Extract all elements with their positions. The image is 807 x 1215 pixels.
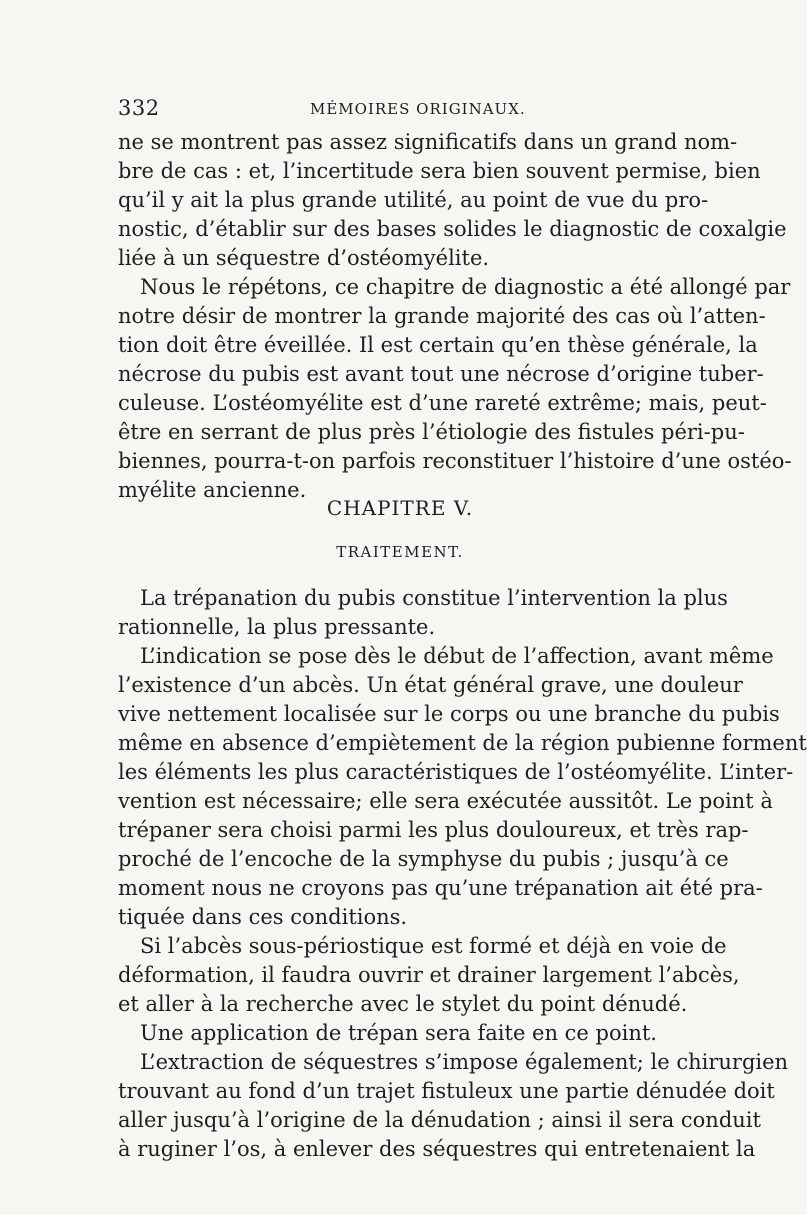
text-line: aller jusqu’à l’origine de la dénudation ; ainsi il sera conduit bbox=[118, 1108, 761, 1132]
page-number: 332 bbox=[118, 96, 160, 120]
running-title: MÉMOIRES ORIGINAUX. bbox=[310, 100, 526, 118]
text-line: biennes, pourra-t-on parfois reconstituer l’histoire d’une ostéo- bbox=[118, 449, 792, 473]
text-line: nécrose du pubis est avant tout une nécrose d’origine tuber- bbox=[118, 362, 764, 386]
text-line: myélite ancienne. bbox=[118, 478, 307, 502]
text-block-treatment bbox=[118, 584, 807, 1164]
text-block-diagnostic bbox=[118, 128, 792, 505]
text-line: rationnelle, la plus pressante. bbox=[118, 615, 436, 639]
text-line: liée à un séquestre d’ostéomyélite. bbox=[118, 246, 490, 270]
text-line: ne se montrent pas assez significatifs dans un grand nom- bbox=[118, 130, 738, 154]
chapter-title: CHAPITRE V. bbox=[326, 496, 474, 520]
text-line: tion doit être éveillée. Il est certain qu’en thèse générale, la bbox=[118, 333, 758, 357]
text-line: nostic, d’établir sur des bases solides le diagnostic de coxalgie bbox=[118, 217, 787, 241]
text-line: La trépanation du pubis constitue l’intervention la plus bbox=[140, 586, 728, 610]
text-line: culeuse. L’ostéomyélite est d’une rareté extrême; mais, peut- bbox=[118, 391, 767, 415]
text-line: trépaner sera choisi parmi les plus douloureux, et très rap- bbox=[118, 818, 749, 842]
text-line: vention est nécessaire; elle sera exécutée aussitôt. Le point à bbox=[118, 789, 773, 813]
text-line: L’extraction de séquestres s’impose également; le chirurgien bbox=[140, 1050, 789, 1074]
text-line: même en absence d’empiètement de la région pubienne forment bbox=[118, 731, 807, 755]
text-line: L’indication se pose dès le début de l’affection, avant même bbox=[140, 644, 774, 668]
text-line: Si l’abcès sous-périostique est formé et déjà en voie de bbox=[140, 934, 727, 958]
text-line: bre de cas : et, l’incertitude sera bien souvent permise, bien bbox=[118, 159, 761, 183]
text-line: moment nous ne croyons pas qu’une trépanation ait été pra- bbox=[118, 876, 763, 900]
text-line: être en serrant de plus près l’étiologie des fistules péri-pu- bbox=[118, 420, 745, 444]
text-line: Une application de trépan sera faite en ce point. bbox=[140, 1021, 657, 1045]
text-line: notre désir de montrer la grande majorité des cas où l’atten- bbox=[118, 304, 766, 328]
text-line: et aller à la recherche avec le stylet du point dénudé. bbox=[118, 992, 688, 1016]
text-line: proché de l’encoche de la symphyse du pubis ; jusqu’à ce bbox=[118, 847, 729, 871]
text-line: tiquée dans ces conditions. bbox=[118, 905, 408, 929]
text-line: l’existence d’un abcès. Un état général grave, une douleur bbox=[118, 673, 743, 697]
text-line: vive nettement localisée sur le corps ou une branche du pubis bbox=[118, 702, 780, 726]
section-title: TRAITEMENT. bbox=[336, 543, 464, 561]
text-line: Nous le répétons, ce chapitre de diagnostic a été allongé par bbox=[140, 275, 791, 299]
text-line: les éléments les plus caractéristiques de l’ostéomyélite. L’inter- bbox=[118, 760, 794, 784]
text-line: trouvant au fond d’un trajet fistuleux une partie dénudée doit bbox=[118, 1079, 775, 1103]
text-line: déformation, il faudra ouvrir et drainer largement l’abcès, bbox=[118, 963, 740, 987]
text-line: à ruginer l’os, à enlever des séquestres qui entretenaient la bbox=[118, 1137, 756, 1161]
text-line: qu’il y ait la plus grande utilité, au point de vue du pro- bbox=[118, 188, 709, 212]
page-header bbox=[118, 96, 698, 120]
